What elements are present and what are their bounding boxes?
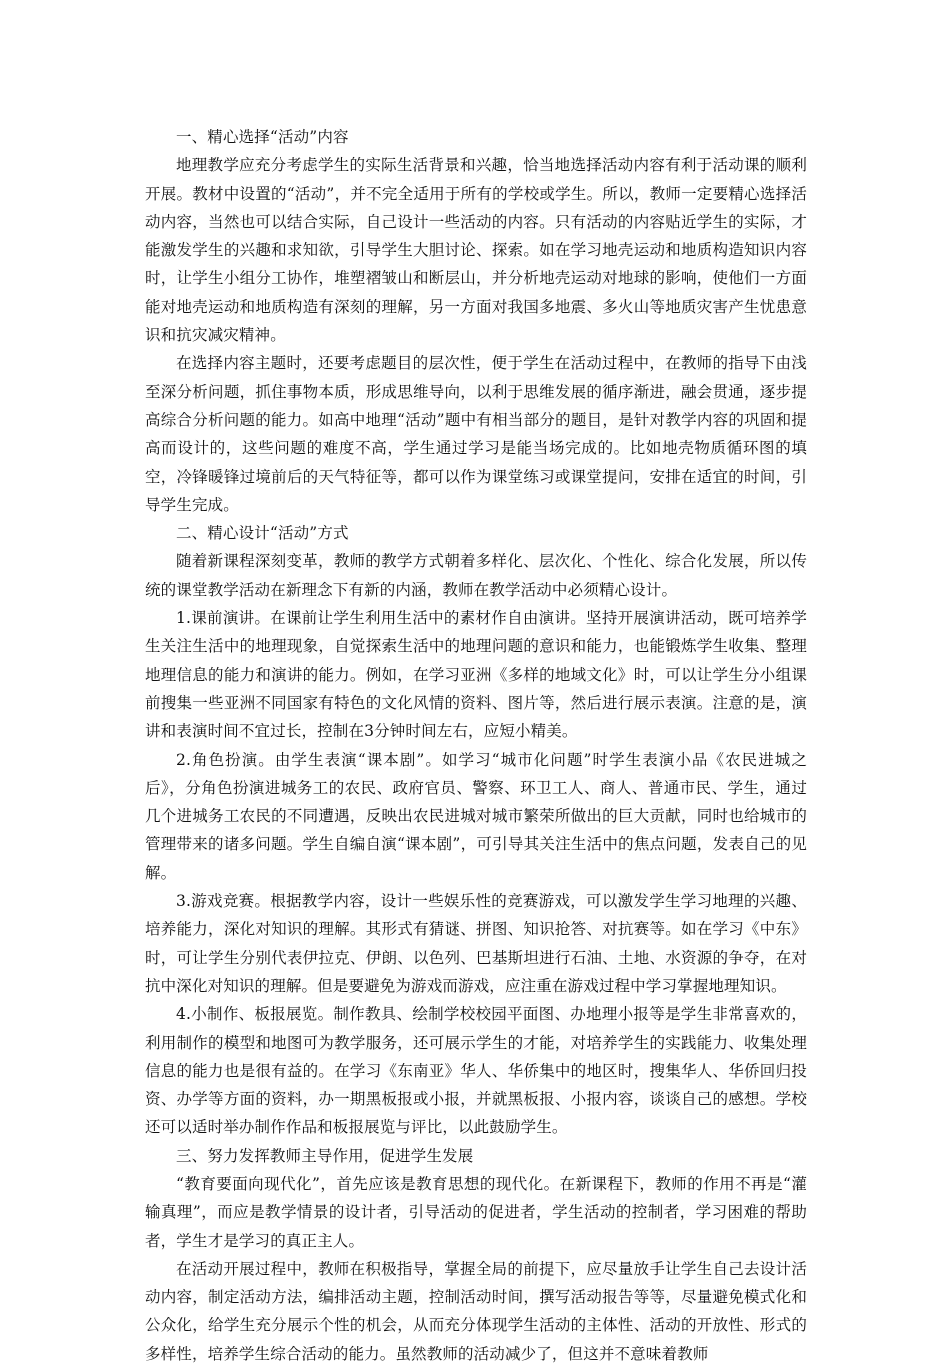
paragraph: 2.角色扮演。由学生表演“课本剧”。如学习“城市化问题”时学生表演小品《农民进城之后》，分角色扮演进城务工的农民、政府官员、警察、环卫工人、商人、普通市民、学生，通过几个进城务工农民的不同遭遇，反映出农民进城对城市繁荣所做出的巨大贡献，同时也给城市的管理带来的诸多问题。学生自编自演“课本剧”，可引导其关注生活中的焦点问题，发表自己的见解。 xyxy=(145,750,807,882)
paragraph: 随着新课程深刻变革，教师的教学方式朝着多样化、层次化、个性化、综合化发展，所以传统的课堂教学活动在新理念下有新的内涵，教师在教学活动中必须精心设计。 xyxy=(145,552,807,599)
document-page xyxy=(145,123,807,1368)
paragraph: 1.课前演讲。在课前让学生利用生活中的素材作自由演讲。坚持开展演讲活动，既可培养学生关注生活中的地理现象，自觉探索生活中的地理问题的意识和能力，也能锻炼学生收集、整理地理信息的能力和演讲的能力。例如，在学习亚洲《多样的地域文化》时，可以让学生分小组课前搜集一些亚洲不同国家有特色的文化风情的资料、图片等，然后进行展示表演。注意的是，演讲和表演时间不宜过长，控制在3分钟时间左右，应短小精美。 xyxy=(145,609,807,741)
section-heading: 一、精心选择“活动”内容 xyxy=(176,128,349,146)
paragraph: “教育要面向现代化”，首先应该是教育思想的现代化。在新课程下，教师的作用不再是“灌输真理”，而应是教学情景的设计者，引导活动的促进者，学生活动的控制者，学习困难的帮助者，学生才是学习的真正主人。 xyxy=(145,1174,807,1250)
paragraph: 4.小制作、板报展览。制作教具、绘制学校校园平面图、办地理小报等是学生非常喜欢的，利用制作的模型和地图可为教学服务，还可展示学生的才能，对培养学生的实践能力、收集处理信息的能力也是很有益的。在学习《东南亚》华人、华侨集中的地区时，搜集华人、华侨回归投资、办学等方面的资料，办一期黑板报或小报，并就黑板报、小报内容，谈谈自己的感想。学校还可以适时举办制作作品和板报展览与评比，以此鼓励学生。 xyxy=(145,1005,807,1137)
paragraph: 在选择内容主题时，还要考虑题目的层次性，便于学生在活动过程中，在教师的指导下由浅至深分析问题，抓住事物本质，形成思维导向，以利于思维发展的循序渐进，融会贯通，逐步提高综合分析问题的能力。如高中地理“活动”题中有相当部分的题目，是针对教学内容的巩固和提高而设计的，这些问题的难度不高，学生通过学习是能当场完成的。比如地壳物质循环图的填空，冷锋暖锋过境前后的天气特征等，都可以作为课堂练习或课堂提问，安排在适宜的时间，引导学生完成。 xyxy=(145,354,807,514)
section-heading: 二、精心设计“活动”方式 xyxy=(176,524,349,543)
paragraph: 地理教学应充分考虑学生的实际生活背景和兴趣，恰当地选择活动内容有利于活动课的顺利开展。教材中设置的“活动”，并不完全适用于所有的学校或学生。所以，教师一定要精心选择活动内容，当然也可以结合实际，自己设计一些活动的内容。只有活动的内容贴近学生的实际，才能激发学生的兴趣和求知欲，引导学生大胆讨论、探索。如在学习地壳运动和地质构造知识内容时，让学生小组分工协作，堆塑褶皱山和断层山，并分析地壳运动对地球的影响，使他们一方面能对地壳运动和地质构造有深刻的理解，另一方面对我国多地震、多火山等地质灾害产生忧患意识和抗灾减灾精神。 xyxy=(145,156,807,345)
paragraph: 在活动开展过程中，教师在积极指导，掌握全局的前提下，应尽量放手让学生自己去设计活动内容，制定活动方法，编排活动主题，控制活动时间，撰写活动报告等等，尽量避免模式化和公众化，给学生充分展示个性的机会，从而充分体现学生活动的主体性、活动的开放性、形式的多样性，培养学生综合活动的能力。虽然教师的活动减少了，但这并不意味着教师 xyxy=(145,1259,807,1363)
section-heading: 三、努力发挥教师主导作用，促进学生发展 xyxy=(176,1146,474,1165)
paragraph: 3.游戏竞赛。根据教学内容，设计一些娱乐性的竞赛游戏，可以激发学生学习地理的兴趣、培养能力，深化对知识的理解。其形式有猜谜、拼图、知识抢答、对抗赛等。如在学习《中东》时，可让学生分别代表伊拉克、伊朗、以色列、巴基斯坦进行石油、土地、水资源的争夺，在对抗中深化对知识的理解。但是要避免为游戏而游戏，应注重在游戏过程中学习掌握地理知识。 xyxy=(145,892,807,995)
